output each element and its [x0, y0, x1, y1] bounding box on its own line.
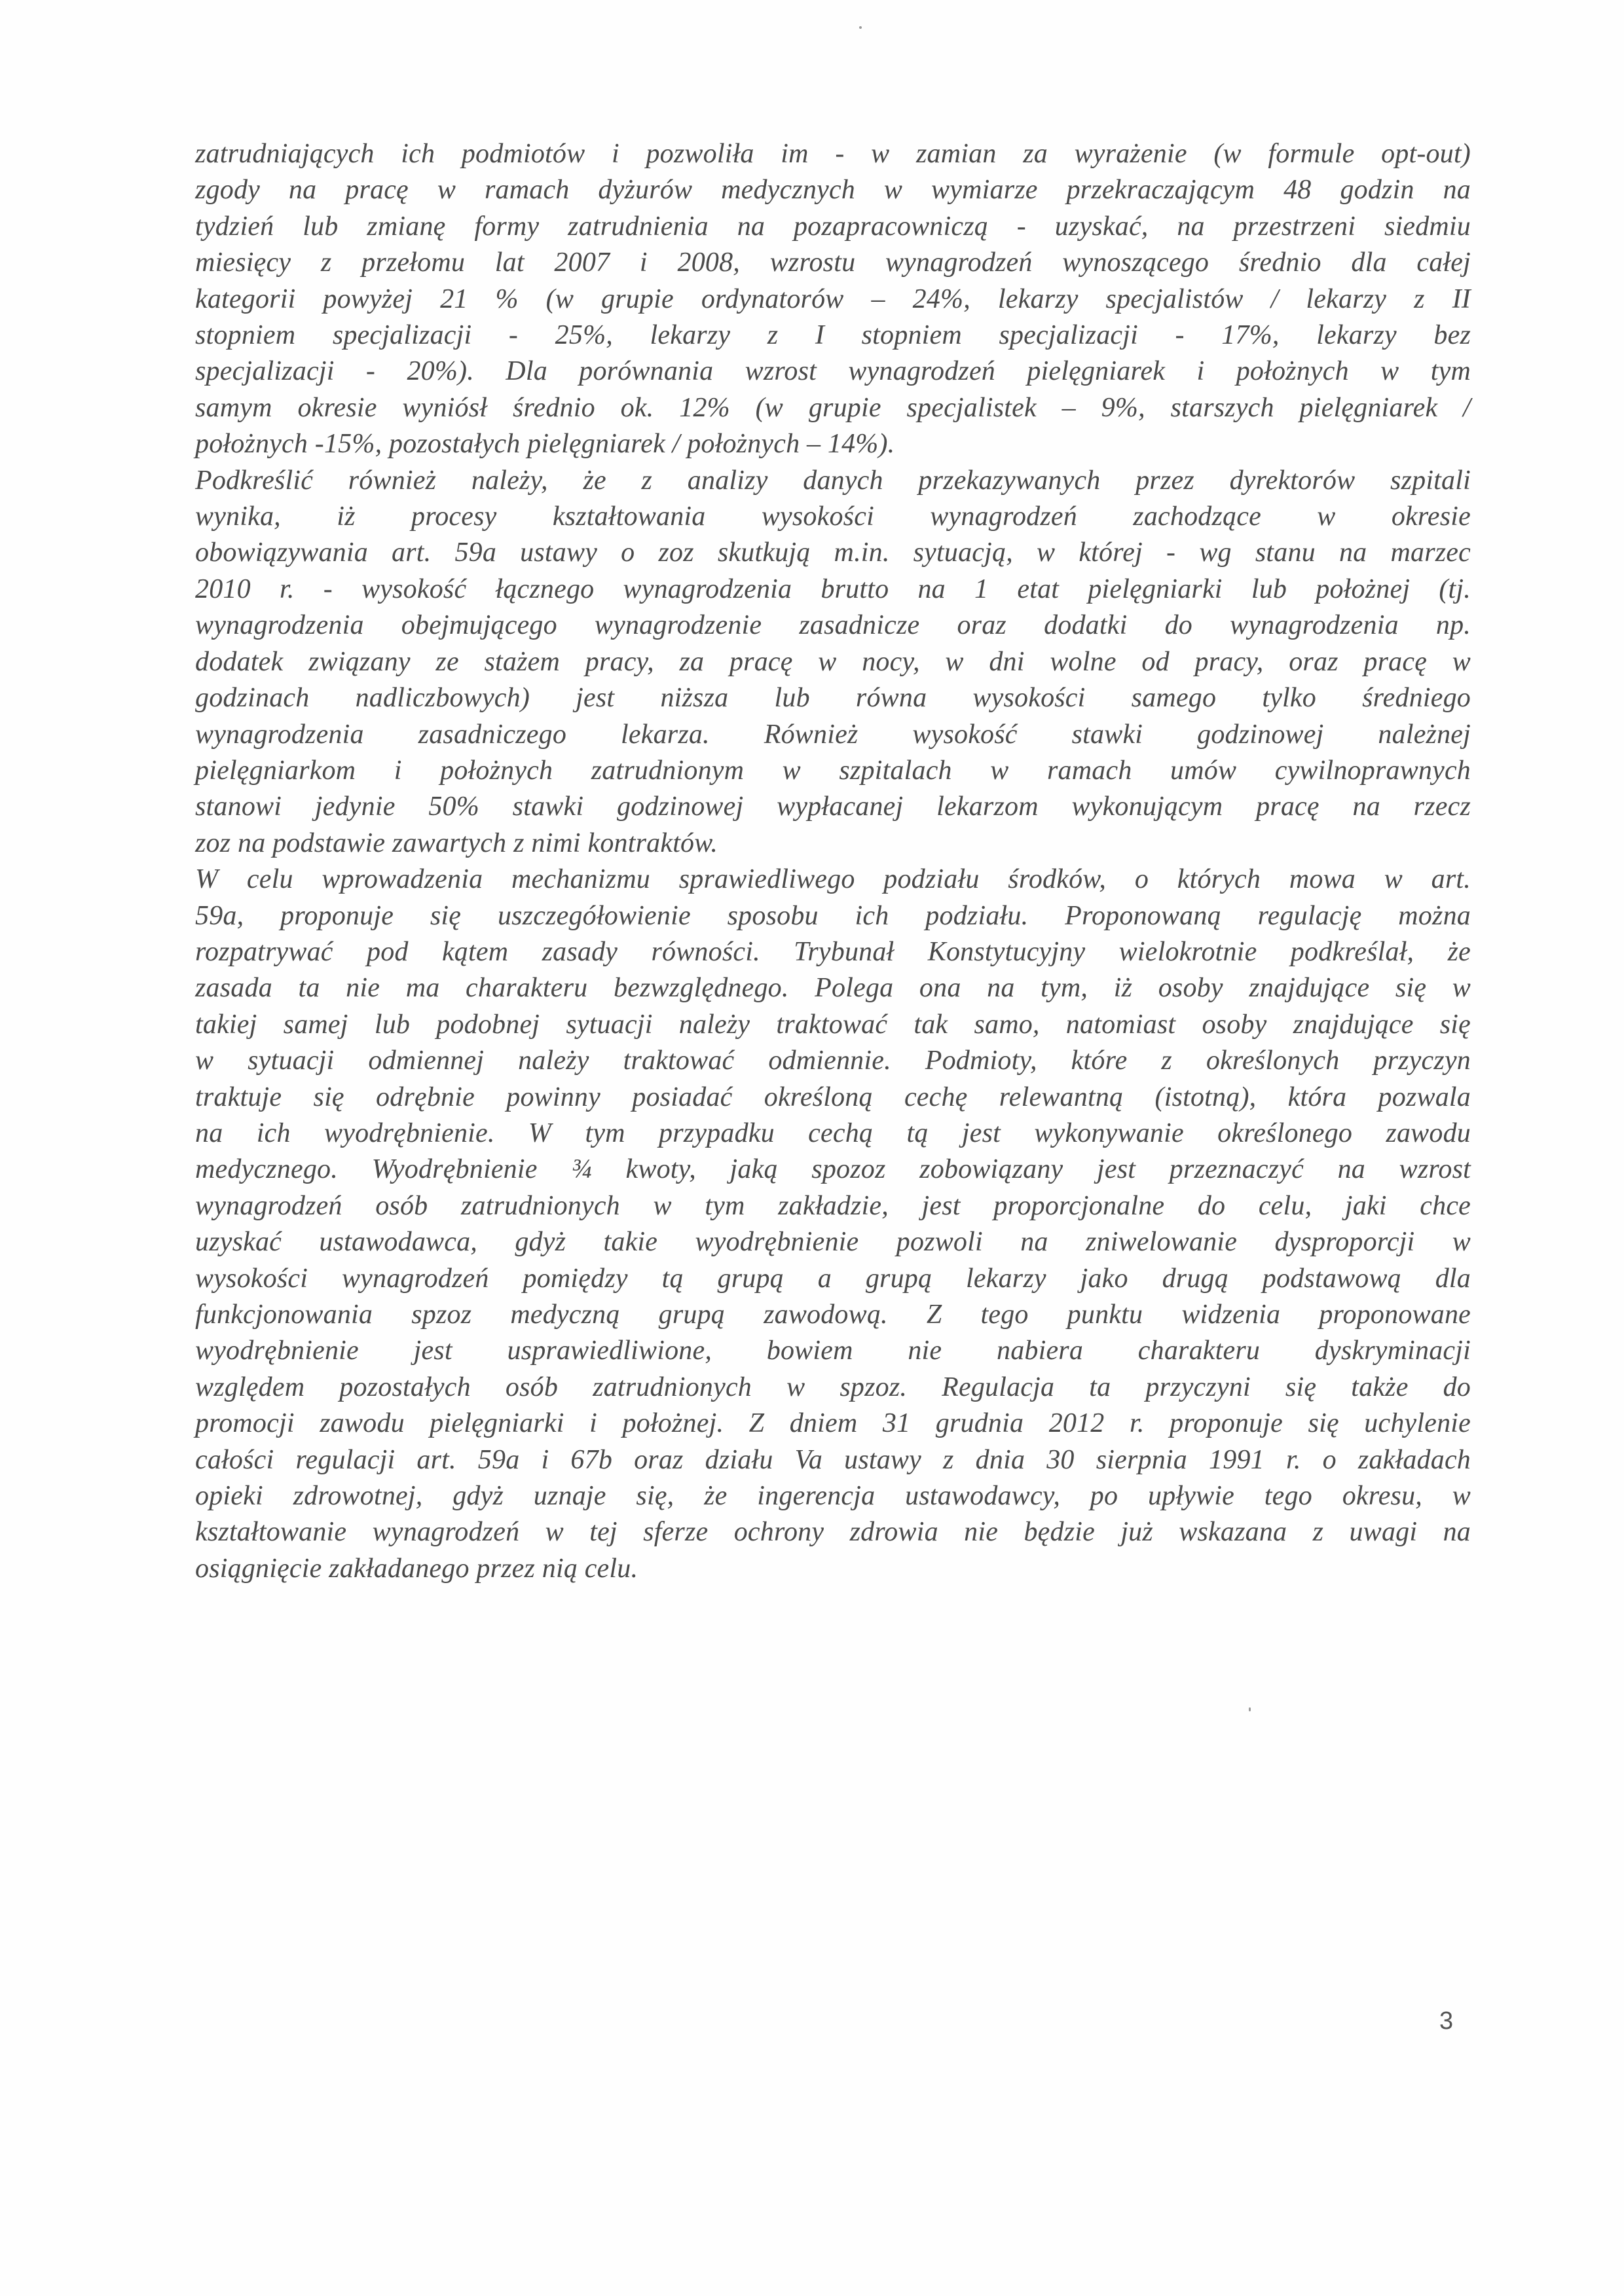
- text-line: takiej samej lub podobnej sytuacji należy traktować tak samo, natomiast osoby znajdujące się: [195, 1009, 1471, 1040]
- text-line: zasada ta nie ma charakteru bezwzględnego. Polega ona na tym, iż osoby znajdujące się w: [195, 973, 1471, 1004]
- text-line: samym okresie wyniósł średnio ok. 12% (w grupie specjalistek – 9%, starszych pielęgniarek /: [195, 392, 1471, 423]
- text-line: uzyskać ustawodawca, gdyż takie wyodrębnienie pozwoli na zniwelowanie dysproporcji w: [195, 1227, 1471, 1258]
- scan-speck: [1249, 1707, 1251, 1711]
- text-line: wynagrodzenia zasadniczego lekarza. Również wysokość stawki godzinowej należnej: [195, 719, 1471, 750]
- text-line: kategorii powyżej 21 % (w grupie ordynatorów – 24%, lekarzy specjalistów / lekarzy z II: [195, 283, 1471, 314]
- page-number: 3: [1439, 2007, 1454, 2035]
- body-text: [195, 136, 1471, 1587]
- text-line: rozpatrywać pod kątem zasady równości. Trybunał Konstytucyjny wielokrotnie podkreślał, że: [195, 936, 1471, 967]
- text-line: wyodrębnienie jest usprawiedliwione, bowiem nie nabiera charakteru dyskryminacji: [195, 1336, 1471, 1366]
- text-line: traktuje się odrębnie powinny posiadać określoną cechę relewantną (istotną), która pozwala: [195, 1082, 1471, 1112]
- text-line: wysokości wynagrodzeń pomiędzy tą grupą a grupą lekarzy jako drugą podstawową dla: [195, 1263, 1471, 1294]
- text-line: medycznego. Wyodrębnienie ¾ kwoty, jaką spozoz zobowiązany jest przeznaczyć na wzrost: [195, 1154, 1471, 1185]
- text-line: specjalizacji - 20%). Dla porównania wzrost wynagrodzeń pielęgniarek i położnych w tym: [195, 356, 1471, 387]
- text-line: Podkreślić również należy, że z analizy danych przekazywanych przez dyrektorów szpitali: [195, 465, 1471, 496]
- text-line: 2010 r. - wysokość łącznego wynagrodzenia brutto na 1 etat pielęgniarki lub położnej (tj.: [195, 574, 1471, 604]
- text-line: dodatek związany ze stażem pracy, za pracę w nocy, w dni wolne od pracy, oraz pracę w: [195, 646, 1471, 677]
- text-line: osiągnięcie zakładanego przez nią celu.: [195, 1553, 638, 1584]
- text-line: wynika, iż procesy kształtowania wysokości wynagrodzeń zachodzące w okresie: [195, 501, 1471, 532]
- scan-speck: [859, 26, 862, 29]
- text-line: stopniem specjalizacji - 25%, lekarzy z I stopniem specjalizacji - 17%, lekarzy bez: [195, 320, 1471, 351]
- text-line: całości regulacji art. 59a i 67b oraz działu Va ustawy z dnia 30 sierpnia 1991 r. o zakładach: [195, 1444, 1471, 1475]
- text-line: względem pozostałych osób zatrudnionych w spzoz. Regulacja ta przyczyni się także do: [195, 1372, 1471, 1402]
- text-line: na ich wyodrębnienie. W tym przypadku cechą tą jest wykonywanie określonego zawodu: [195, 1118, 1471, 1148]
- text-line: 59a, proponuje się uszczegółowienie sposobu ich podziału. Proponowaną regulację można: [195, 900, 1471, 931]
- text-line: W celu wprowadzenia mechanizmu sprawiedliwego podziału środków, o których mowa w art.: [195, 864, 1471, 895]
- text-line: miesięcy z przełomu lat 2007 i 2008, wzrostu wynagrodzeń wynoszącego średnio dla całej: [195, 247, 1471, 278]
- text-line: zatrudniających ich podmiotów i pozwoliła im - w zamian za wyrażenie (w formule opt-out): [195, 139, 1471, 169]
- text-line: wynagrodzenia obejmującego wynagrodzenie zasadnicze oraz dodatki do wynagrodzenia np.: [195, 610, 1471, 641]
- text-line: zgody na pracę w ramach dyżurów medycznych w wymiarze przekraczającym 48 godzin na: [195, 175, 1471, 206]
- text-line: położnych -15%, pozostałych pielęgniarek / położnych – 14%).: [195, 429, 895, 460]
- text-line: tydzień lub zmianę formy zatrudnienia na pozapracowniczą - uzyskać, na przestrzeni siedmiu: [195, 211, 1471, 242]
- text-line: pielęgniarkom i położnych zatrudnionym w szpitalach w ramach umów cywilnoprawnych: [195, 755, 1471, 786]
- text-line: wynagrodzeń osób zatrudnionych w tym zakładzie, jest proporcjonalne do celu, jaki chce: [195, 1190, 1471, 1221]
- text-line: opieki zdrowotnej, gdyż uznaje się, że ingerencja ustawodawcy, po upływie tego okresu, w: [195, 1481, 1471, 1512]
- text-line: obowiązywania art. 59a ustawy o zoz skutkują m.in. sytuacją, w której - wg stanu na marzec: [195, 538, 1471, 568]
- text-line: kształtowanie wynagrodzeń w tej sferze ochrony zdrowia nie będzie już wskazana z uwagi na: [195, 1517, 1471, 1548]
- text-line: funkcjonowania spzoz medyczną grupą zawodową. Z tego punktu widzenia proponowane: [195, 1300, 1471, 1330]
- text-line: w sytuacji odmiennej należy traktować odmiennie. Podmioty, które z określonych przyczyn: [195, 1046, 1471, 1076]
- text-line: stanowi jedynie 50% stawki godzinowej wypłacanej lekarzom wykonującym pracę na rzecz: [195, 792, 1471, 822]
- text-line: promocji zawodu pielęgniarki i położnej. Z dniem 31 grudnia 2012 r. proponuje się uchylenie: [195, 1408, 1471, 1439]
- text-line: zoz na podstawie zawartych z nimi kontraktów.: [195, 828, 718, 858]
- text-line: godzinach nadliczbowych) jest niższa lub równa wysokości samego tylko średniego: [195, 683, 1471, 714]
